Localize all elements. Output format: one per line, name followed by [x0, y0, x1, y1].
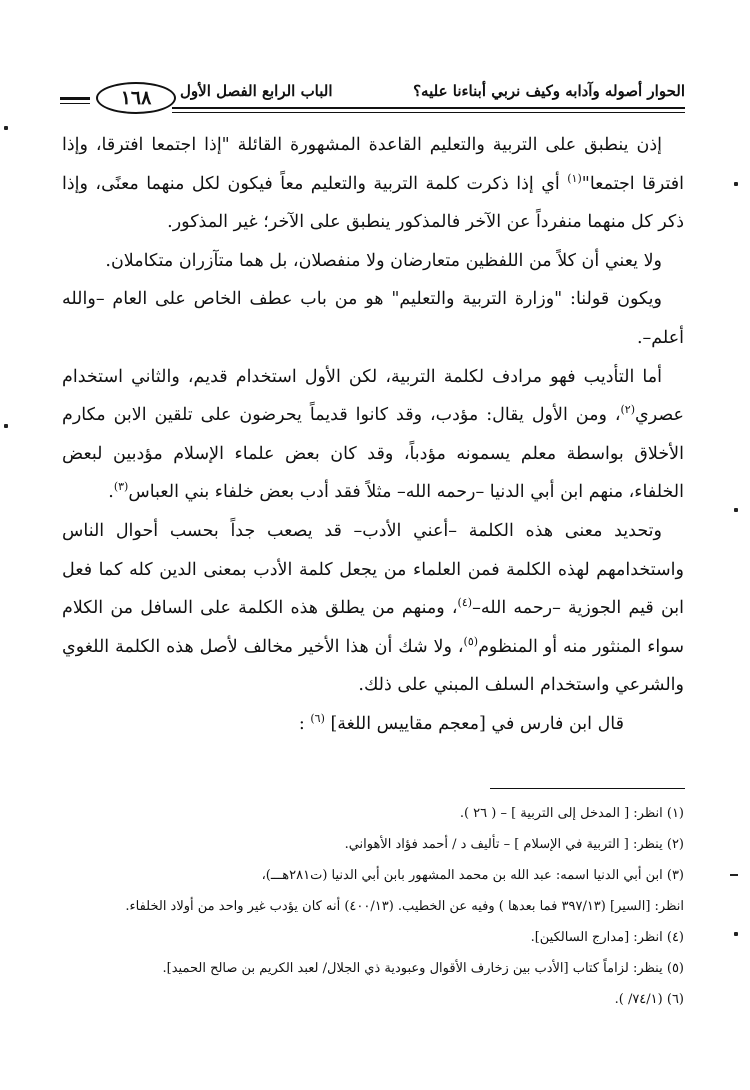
footnote-ref: (٣) — [113, 480, 129, 494]
page-number: ١٦٨ — [96, 82, 176, 114]
footnote-ref: (٤) — [457, 596, 473, 610]
header-rule-right — [172, 107, 685, 109]
text-run: ، ولا شك أن هذا الأخير مخالف لأصل هذه الكلمة اللغوي والشرعي واستخدام السلف المبني على ذلك. — [62, 636, 684, 696]
header-rule-left — [60, 97, 90, 100]
footnotes — [62, 798, 684, 1015]
footnote-ref: (١) — [567, 171, 582, 185]
text-run: قال ابن فارس في [معجم مقاييس اللغة] — [324, 713, 624, 734]
paragraph — [62, 126, 684, 242]
footnote: (٢) ينظر: [ التربية في الإسلام ] – تأليف د / أحمد فؤاد الأهواني. — [344, 837, 684, 852]
text-run: أي إذا ذكرت كلمة التربية والتعليم معاً فيكون لكل منهما معنًى، وإذا ذكر كل منهما منفرداً عن الآخر فالمذكور ينطبق على الآخر؛ غير المذكور. — [62, 173, 684, 233]
paragraph — [62, 280, 684, 357]
paragraph — [62, 358, 684, 512]
footnote: (١) انظر: [ المدخل إلى التربية ] – ( ٢٦ ). — [459, 806, 684, 821]
scan-mark — [734, 508, 738, 512]
footnote: (٤) انظر: [مدارج السالكين]. — [530, 930, 684, 945]
footnote: (٣) ابن أبي الدنيا اسمه: عبد الله بن محمد المشهور بابن أبي الدنيا (ت٢٨١هـــ)، — [261, 868, 684, 883]
text-run: ، ومن الأول يقال: مؤدب، وقد كانوا قديماً يحرضون على تلقين الابن مكارم الأخلاق بواسطة معلم يسمونه مؤدباً، وقد كان بعض علماء الإسلام مؤدبين لبعض الخلفاء، منهم ابن أبي الدنيا –رحمه الله– مثلاً فقد أدب بعض خلفاء بني العباس — [62, 405, 684, 503]
header-rule-left-thin — [60, 103, 90, 104]
text-run: : — [298, 713, 311, 734]
paragraph — [62, 512, 684, 705]
text-run: ، ومنهم من يطلق هذه الكلمة على السافل من الكلام سواء المنثور منه أو المنظوم — [62, 598, 684, 657]
scan-mark — [4, 424, 8, 428]
paragraph — [62, 242, 684, 281]
paragraph — [62, 705, 684, 744]
chapter-title: الباب الرابع الفصل الأول — [180, 82, 333, 100]
footnote: (٦) (٧٤/١/ ). — [614, 992, 684, 1007]
text-run: أما التأديب فهو مرادف لكلمة التربية، لكن الأول استخدام قديم، والثاني استخدام عصري — [62, 366, 684, 426]
text-run: ولا يعني أن كلاً من اللفظين متعارضان ولا منفصلان، بل هما متآزران متكاملان. — [105, 250, 662, 271]
text-run: إذن ينطبق على التربية والتعليم القاعدة المشهورة القائلة "إذا اجتمعا افترقا، وإذا افترقا اجتمعا" — [62, 135, 684, 194]
body-text — [62, 126, 684, 744]
scan-mark — [734, 932, 738, 936]
book-title: الحوار أصوله وآدابه وكيف نربي أبناءنا عليه؟ — [413, 82, 685, 100]
footnote: انظر: [السير] (٣٩٧/١٣ فما بعدها ) وفيه عن الخطيب. (٤٠٠/١٣) أنه كان يؤدب غير واحد من أولاد الخلفاء. — [125, 899, 684, 914]
footnote-ref: (٥) — [463, 634, 479, 648]
scan-mark — [4, 126, 8, 130]
page-header — [60, 82, 685, 114]
text-run: وتحديد معنى هذه الكلمة –أعني الأدب– قد يصعب جداً بحسب أحوال الناس واستخدامهم لهذه الكلمة فمن العلماء من يجعل كلمة الأدب بمعنى الدين كله كما فعل ابن قيم الجوزية –رحمه الله– — [62, 520, 684, 619]
scan-mark — [734, 182, 738, 186]
text-run: . — [108, 482, 114, 503]
footnote-ref: (٢) — [620, 403, 636, 417]
footnote-separator — [490, 788, 685, 789]
text-run: ويكون قولنا: "وزارة التربية والتعليم" هو من باب عطف الخاص على العام –والله أعلم–. — [62, 289, 684, 348]
scan-mark — [730, 874, 738, 876]
footnote-ref: (٦) — [310, 712, 325, 726]
footnote: (٥) ينظر: لزاماً كتاب [الأدب بين زخارف الأقوال وعبودية ذي الجلال/ لعبد الكريم بن صالح الحميد]. — [162, 961, 684, 976]
header-rule-right-thin — [172, 112, 685, 113]
